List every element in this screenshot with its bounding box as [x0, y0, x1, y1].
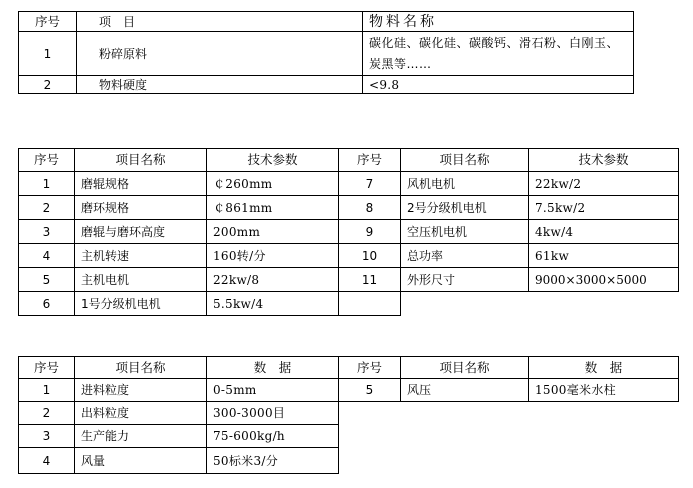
cell: 75-600kg/h [207, 425, 339, 448]
cell: 200mm [207, 220, 339, 244]
table-header-row [19, 12, 634, 32]
table-row [19, 292, 679, 316]
header-cell: 序号 [19, 12, 77, 32]
material-table [18, 11, 634, 94]
table-row [19, 268, 679, 292]
cell: 主机电机 [75, 268, 207, 292]
cell [529, 292, 679, 316]
table-row [19, 32, 634, 76]
table-row [19, 220, 679, 244]
cell: 5 [19, 268, 75, 292]
cell: 风机电机 [401, 172, 529, 196]
cell: 5.5kw/4 [207, 292, 339, 316]
cell: 磨环规格 [75, 196, 207, 220]
cell: 1号分级机电机 [75, 292, 207, 316]
cell: 22kw/2 [529, 172, 679, 196]
cell: <9.8 [363, 76, 634, 94]
table-row [19, 425, 679, 448]
cell: 61kw [529, 244, 679, 268]
cell: 3 [19, 220, 75, 244]
cell: 1 [19, 32, 77, 76]
header-cell: 技术参数 [529, 149, 679, 172]
header-cell: 序号 [339, 357, 401, 379]
header-cell: 序号 [19, 357, 75, 379]
header-cell: 技术参数 [207, 149, 339, 172]
table-row [19, 402, 679, 425]
cell: 4 [19, 448, 75, 474]
cell: 8 [339, 196, 401, 220]
cell: 主机转速 [75, 244, 207, 268]
table-row [19, 76, 634, 94]
cell: ￠260mm [207, 172, 339, 196]
cell: 磨辊与磨环高度 [75, 220, 207, 244]
cell: 7 [339, 172, 401, 196]
cell: 2 [19, 76, 77, 94]
cell: 碳化硅、碳化硅、碳酸钙、滑石粉、白刚玉、炭黑等…… [363, 32, 634, 76]
cell: 160转/分 [207, 244, 339, 268]
cell: 2 [19, 196, 75, 220]
header-cell: 数 据 [529, 357, 679, 379]
cell: 出料粒度 [75, 402, 207, 425]
table-header-row [19, 357, 679, 379]
cell: 生产能力 [75, 425, 207, 448]
cell: 1 [19, 172, 75, 196]
cell [401, 448, 529, 474]
table-row [19, 379, 679, 402]
cell: 9 [339, 220, 401, 244]
cell [529, 448, 679, 474]
tech-params-table [18, 148, 679, 316]
cell: 6 [19, 292, 75, 316]
cell: 物料硬度 [77, 76, 363, 94]
cell [339, 448, 401, 474]
cell [401, 402, 529, 425]
header-cell: 项目名称 [75, 149, 207, 172]
table-row [19, 244, 679, 268]
cell: ￠861mm [207, 196, 339, 220]
header-cell: 物料名称 [363, 12, 634, 32]
cell: 9000×3000×5000 [529, 268, 679, 292]
cell [529, 402, 679, 425]
cell: 7.5kw/2 [529, 196, 679, 220]
cell: 总功率 [401, 244, 529, 268]
cell: 风压 [401, 379, 529, 402]
cell [401, 292, 529, 316]
cell: 风量 [75, 448, 207, 474]
cell: 4 [19, 244, 75, 268]
cell: 4kw/4 [529, 220, 679, 244]
header-cell: 项 目 [77, 12, 363, 32]
cell: 300-3000目 [207, 402, 339, 425]
cell [339, 425, 401, 448]
cell: 外形尺寸 [401, 268, 529, 292]
table-row [19, 196, 679, 220]
cell [529, 425, 679, 448]
cell: 2 [19, 402, 75, 425]
table-header-row [19, 149, 679, 172]
cell: 0-5mm [207, 379, 339, 402]
header-cell: 数 据 [207, 357, 339, 379]
cell: 22kw/8 [207, 268, 339, 292]
header-cell: 序号 [19, 149, 75, 172]
header-cell: 项目名称 [75, 357, 207, 379]
cell: 1500毫米水柱 [529, 379, 679, 402]
cell: 50标米3/分 [207, 448, 339, 474]
header-cell: 项目名称 [401, 149, 529, 172]
header-cell: 序号 [339, 149, 401, 172]
cell: 空压机电机 [401, 220, 529, 244]
cell [401, 425, 529, 448]
table-row [19, 448, 679, 474]
cell: 3 [19, 425, 75, 448]
cell: 11 [339, 268, 401, 292]
cell: 10 [339, 244, 401, 268]
cell: 磨辊规格 [75, 172, 207, 196]
table-row [19, 172, 679, 196]
cell [339, 292, 401, 316]
cell [339, 402, 401, 425]
header-cell: 项目名称 [401, 357, 529, 379]
cell: 粉碎原料 [77, 32, 363, 76]
cell: 5 [339, 379, 401, 402]
cell: 1 [19, 379, 75, 402]
cell: 2号分级机电机 [401, 196, 529, 220]
data-table [18, 356, 679, 474]
cell: 进料粒度 [75, 379, 207, 402]
